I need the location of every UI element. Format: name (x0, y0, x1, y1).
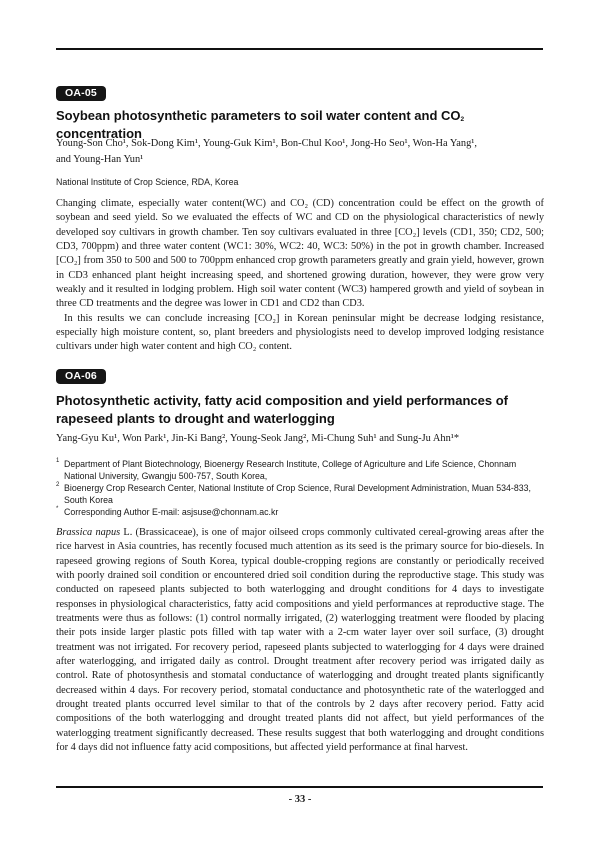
affiliation-item (56, 506, 546, 518)
abstract-text: L. (Brassicaceae), is one of major oilseed crops commonly cultivated cereal-growing areas after the rice harvest in Asia countries, has recently focused much attention as its seed is the primary source for bio-diesels. In rapeseed growing regions of South Korea, typical double-cropping regions are constantly or periodically received with poorly drained soil condition or encountered dried soil condition during the reproductive stage. This study was conducted on rapeseed plants subjected to both waterlogging and drought conditions for 4 days to investigate responses in physiological characteristics, fatty acid compositions and yield performances at reproductive stage. The treatments were thus as follows: (1) control normally irrigated, (2) waterlogging treatment were flooded by placing their pots inside larger plastic pots filled with tap water with a 2-cm water layer over soil surface, (3) drought treatment was not irrigated. For recovery period, rapeseed plants subjected to waterlogging for 4 days were drained after waterlogging, and irrigated daily as control. Drought treatment after recovery period was irrigated daily as control. Rate of photosynthesis and stomatal conductance of waterlogging and drought treated plants significantly decreased within 4 days. For recovery period, stomatal conductance and photosynthetic rate of the waterlogged and drought treated plants occurred level similar to that of the controls by 2 days after recovery period. Fatty acid compositions of the both waterlogging and drought treated plants did not affect, but yield performances of the waterlogging treatment significantly decreased. These results suggest that both waterlogging and drought conditions for 4 days did not influence fatty acid compositions, but affected yield performance at final harvest. (56, 527, 544, 754)
affiliation-item (56, 482, 546, 506)
title-text-end: concentration (56, 126, 142, 141)
abstract-paragraph (56, 526, 544, 756)
title-text: Soybean photosynthetic parameters to soil water content and CO (56, 108, 461, 123)
author-list: Yang-Gyu Ku¹, Won Park¹, Jin-Ki Bang², Young-Seok Jang², Mi-Chung Suh¹ and Sung-Ju Ahn¹* (56, 433, 460, 444)
header-rule (56, 48, 543, 50)
affiliation-item (56, 458, 546, 482)
affiliation-marker: 1 (56, 458, 60, 464)
abstract-id-badge: OA-06 (56, 369, 106, 384)
affiliation-marker: 2 (56, 482, 60, 488)
page-number: - 33 - (288, 794, 312, 805)
affiliation-text: Department of Plant Biotechnology, Bioenergy Research Institute, College of Agriculture and Life Science, Chonnam National University, Gwangju 500-757, South Korea, (64, 459, 517, 481)
title-line: Photosynthetic activity, fatty acid composition and yield performances of (56, 393, 508, 408)
abstract-title (56, 392, 548, 428)
affiliation-marker: * (56, 506, 59, 512)
abstract-body (56, 526, 544, 756)
author-line: and Young-Han Yun¹ (56, 154, 144, 165)
affiliation-text: Bioenergy Crop Research Center, National Institute of Crop Science, Rural Development Administration, Muan 534-833, South Korea (64, 483, 531, 505)
footer-rule (56, 786, 543, 788)
title-line: rapeseed plants to drought and waterlogging (56, 411, 335, 426)
abstract-body (56, 197, 544, 355)
affiliation-text: Corresponding Author E-mail: asjsuse@chonnam.ac.kr (64, 507, 279, 517)
author-list (56, 136, 546, 168)
affiliation: National Institute of Crop Science, RDA, Korea (56, 177, 239, 187)
abstract-paragraph: In this results we can conclude increasing [CO₂] in Korean peninsular might be decrease lodging resistance, especially high moisture content, so, plant breeders and physiologists need to develop improved lodging resistance cultivars under high water content and high CO₂ content. (56, 312, 544, 353)
affiliation-list (56, 458, 546, 518)
abstract-paragraph: Changing climate, especially water content(WC) and CO₂ (CD) concentration could be effect on the growth of soybean and seed yield. So we evaluated the effects of WC and CD on the physiological characteristics of newly developed soy cultivars in growth chamber. Ten soy cultivars evaluated in three [CO₂] levels (CD1, 350; CD2, 500; CD3, 700ppm) and three water content (WC1: 30%, WC2: 40, WC3: 50%) in the pot in growth chamber. Increased [CO₂] from 350 to 500 and 500 to 700ppm enhanced crop growth parameters greatly and grain yield, however, grown in CD3 enhanced plant height increasing speed, and shortened growing duration, however, they were grow very weakly and it resulted in lodging problem. High soil water content (WC3) hampered growth and yield of soybean in three CD treatments and the degree was lower in CD1 and CD2 than CD3. (56, 198, 544, 310)
title-subscript: 2 (460, 116, 465, 123)
species-name: Brassica napus (56, 527, 121, 538)
abstract-id-badge: OA-05 (56, 86, 106, 101)
author-line: Young-Son Cho¹, Sok-Dong Kim¹, Young-Guk Kim¹, Bon-Chul Koo¹, Jong-Ho Seo¹, Won-Ha Yang¹, (56, 138, 478, 149)
